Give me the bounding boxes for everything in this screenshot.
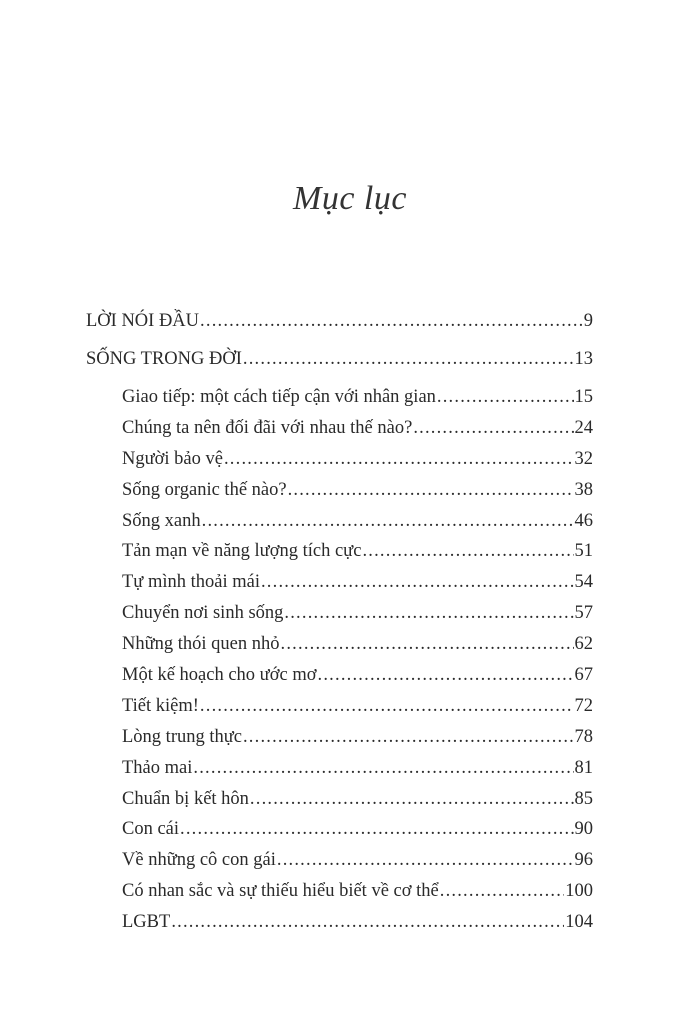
page-number: 100 — [565, 881, 593, 902]
toc-entry — [86, 722, 593, 753]
toc-section-entry — [86, 344, 593, 382]
page-number: 9 — [583, 311, 593, 331]
page-number: 96 — [574, 850, 593, 871]
entry-title: Tiết kiệm! — [122, 695, 199, 716]
entry-title: Chuyển nơi sinh sống — [122, 603, 284, 624]
entry-title: Những thói quen nhỏ — [122, 634, 280, 655]
toc-entry — [86, 567, 593, 598]
entry-title: Tản mạn về năng lượng tích cực — [122, 541, 362, 562]
entry-title: Người bảo vệ — [122, 448, 223, 469]
entry-title: Giao tiếp: một cách tiếp cận với nhân gian — [122, 387, 436, 407]
toc-entry — [86, 784, 593, 815]
dot-leader — [193, 753, 573, 784]
page-number: 24 — [574, 417, 593, 438]
dot-leader — [281, 629, 574, 660]
toc-entry — [86, 382, 593, 413]
toc-entry — [86, 845, 593, 876]
dot-leader — [362, 536, 573, 567]
toc-entry — [86, 691, 593, 722]
dot-leader — [200, 691, 574, 722]
toc-entry — [86, 475, 593, 506]
page-number: 57 — [574, 603, 593, 624]
page-number: 15 — [574, 387, 593, 407]
entry-title: Tự mình thoải mái — [122, 572, 260, 593]
toc-entry — [86, 753, 593, 784]
entry-title: Về những cô con gái — [122, 850, 276, 871]
dot-leader — [284, 598, 573, 629]
entry-title: Sống organic thế nào? — [122, 479, 287, 500]
dot-leader — [171, 907, 564, 938]
entry-title: Sống xanh — [122, 510, 201, 531]
dot-leader — [202, 506, 574, 537]
dot-leader — [440, 876, 565, 907]
entry-title: Một kế hoạch cho ước mơ — [122, 665, 317, 686]
page-number: 81 — [574, 757, 593, 778]
page-number: 51 — [574, 541, 593, 562]
page-number: 32 — [574, 448, 593, 469]
dot-leader — [243, 722, 574, 753]
toc-entry — [86, 413, 593, 444]
entry-title: Có nhan sắc và sự thiếu hiểu biết về cơ thể — [122, 881, 439, 902]
page-number: 104 — [565, 912, 593, 933]
dot-leader — [224, 444, 574, 475]
page-number: 90 — [574, 819, 593, 840]
table-of-contents — [86, 306, 593, 938]
page-number: 46 — [574, 510, 593, 531]
toc-entry — [86, 814, 593, 845]
dot-leader — [250, 784, 574, 815]
page-number: 13 — [574, 349, 593, 369]
dot-leader — [180, 814, 573, 845]
dot-leader — [413, 413, 573, 444]
dot-leader — [200, 306, 583, 337]
toc-entry — [86, 876, 593, 907]
dot-leader — [318, 660, 574, 691]
toc-entry — [86, 629, 593, 660]
page-number: 67 — [574, 665, 593, 686]
page-number: 85 — [574, 788, 593, 809]
entry-title: LỜI NÓI ĐẦU — [86, 311, 200, 331]
entry-title: Thảo mai — [122, 757, 193, 778]
entry-title: Chuẩn bị kết hôn — [122, 788, 249, 809]
entry-title: Lòng trung thực — [122, 726, 242, 747]
toc-entry — [86, 598, 593, 629]
page-number: 72 — [574, 695, 593, 716]
entry-title: Con cái — [122, 819, 180, 840]
dot-leader — [288, 475, 574, 506]
dot-leader — [277, 845, 574, 876]
page-number: 78 — [574, 726, 593, 747]
dot-leader — [243, 344, 574, 375]
page-number: 62 — [574, 634, 593, 655]
entry-title: Chúng ta nên đối đãi với nhau thế nào? — [122, 417, 413, 438]
toc-entry — [86, 907, 593, 938]
toc-entry — [86, 536, 593, 567]
dot-leader — [261, 567, 574, 598]
page-number: 54 — [574, 572, 593, 593]
dot-leader — [437, 382, 574, 413]
toc-entry — [86, 506, 593, 537]
entry-title: SỐNG TRONG ĐỜI — [86, 349, 242, 369]
entry-title: LGBT — [122, 912, 171, 933]
toc-section-entry — [86, 306, 593, 344]
page-title: Mục lục — [293, 180, 407, 217]
page-number: 38 — [574, 479, 593, 500]
toc-entry — [86, 660, 593, 691]
toc-entry — [86, 444, 593, 475]
